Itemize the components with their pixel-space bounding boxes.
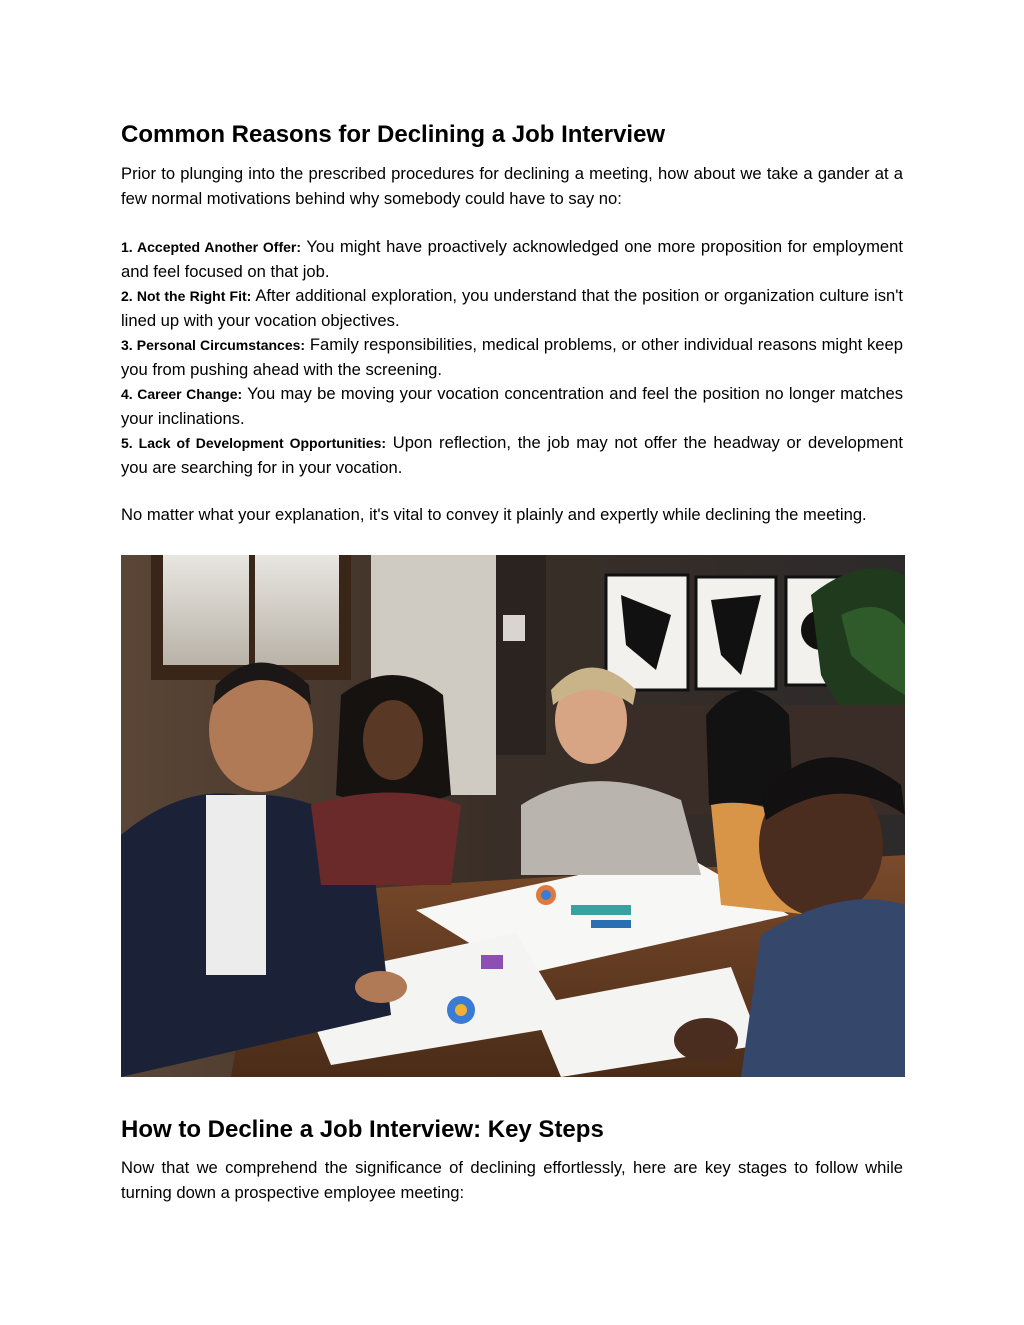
reason-label: 1. Accepted Another Offer:: [121, 239, 302, 255]
intro-paragraph: Prior to plunging into the prescribed procedures for declining a meeting, how about we take a gander at a few normal motivations behind why somebody could have to say no:: [121, 164, 903, 208]
reason-label: 5. Lack of Development Opportunities:: [121, 435, 387, 451]
reason-text: You may be moving your vocation concentration and feel the position no longer matches your inclinations.: [121, 384, 903, 428]
closing-paragraph: No matter what your explanation, it's vital to convey it plainly and expertly while declining the meeting.: [121, 505, 867, 524]
reason-text: Family responsibilities, medical problems, or other individual reasons might keep you from pushing ahead with the screening.: [121, 335, 903, 379]
list-item: [121, 333, 903, 382]
intro-paragraph: Now that we comprehend the significance of declining effortlessly, here are key stages to follow while turning down a prospective employee meeting:: [121, 1158, 903, 1202]
reason-text: Upon reflection, the job may not offer the headway or development you are searching for in your vocation.: [121, 433, 903, 477]
section-heading: How to Decline a Job Interview: Key Steps: [121, 1116, 604, 1143]
reason-label: 4. Career Change:: [121, 386, 243, 402]
list-item: [121, 431, 903, 480]
section-heading: Common Reasons for Declining a Job Interview: [121, 121, 666, 148]
meeting-photo: [121, 555, 905, 1077]
reasons-list: [121, 235, 903, 480]
list-item: [121, 235, 903, 284]
reason-text: After additional exploration, you understand that the position or organization culture isn't lined up with your vocation objectives.: [121, 286, 903, 330]
reason-label: 3. Personal Circumstances:: [121, 337, 306, 353]
list-item: [121, 284, 903, 333]
reason-text: You might have proactively acknowledged one more proposition for employment and feel focused on that job.: [121, 237, 903, 281]
list-item: [121, 382, 903, 431]
reason-label: 2. Not the Right Fit:: [121, 288, 252, 304]
